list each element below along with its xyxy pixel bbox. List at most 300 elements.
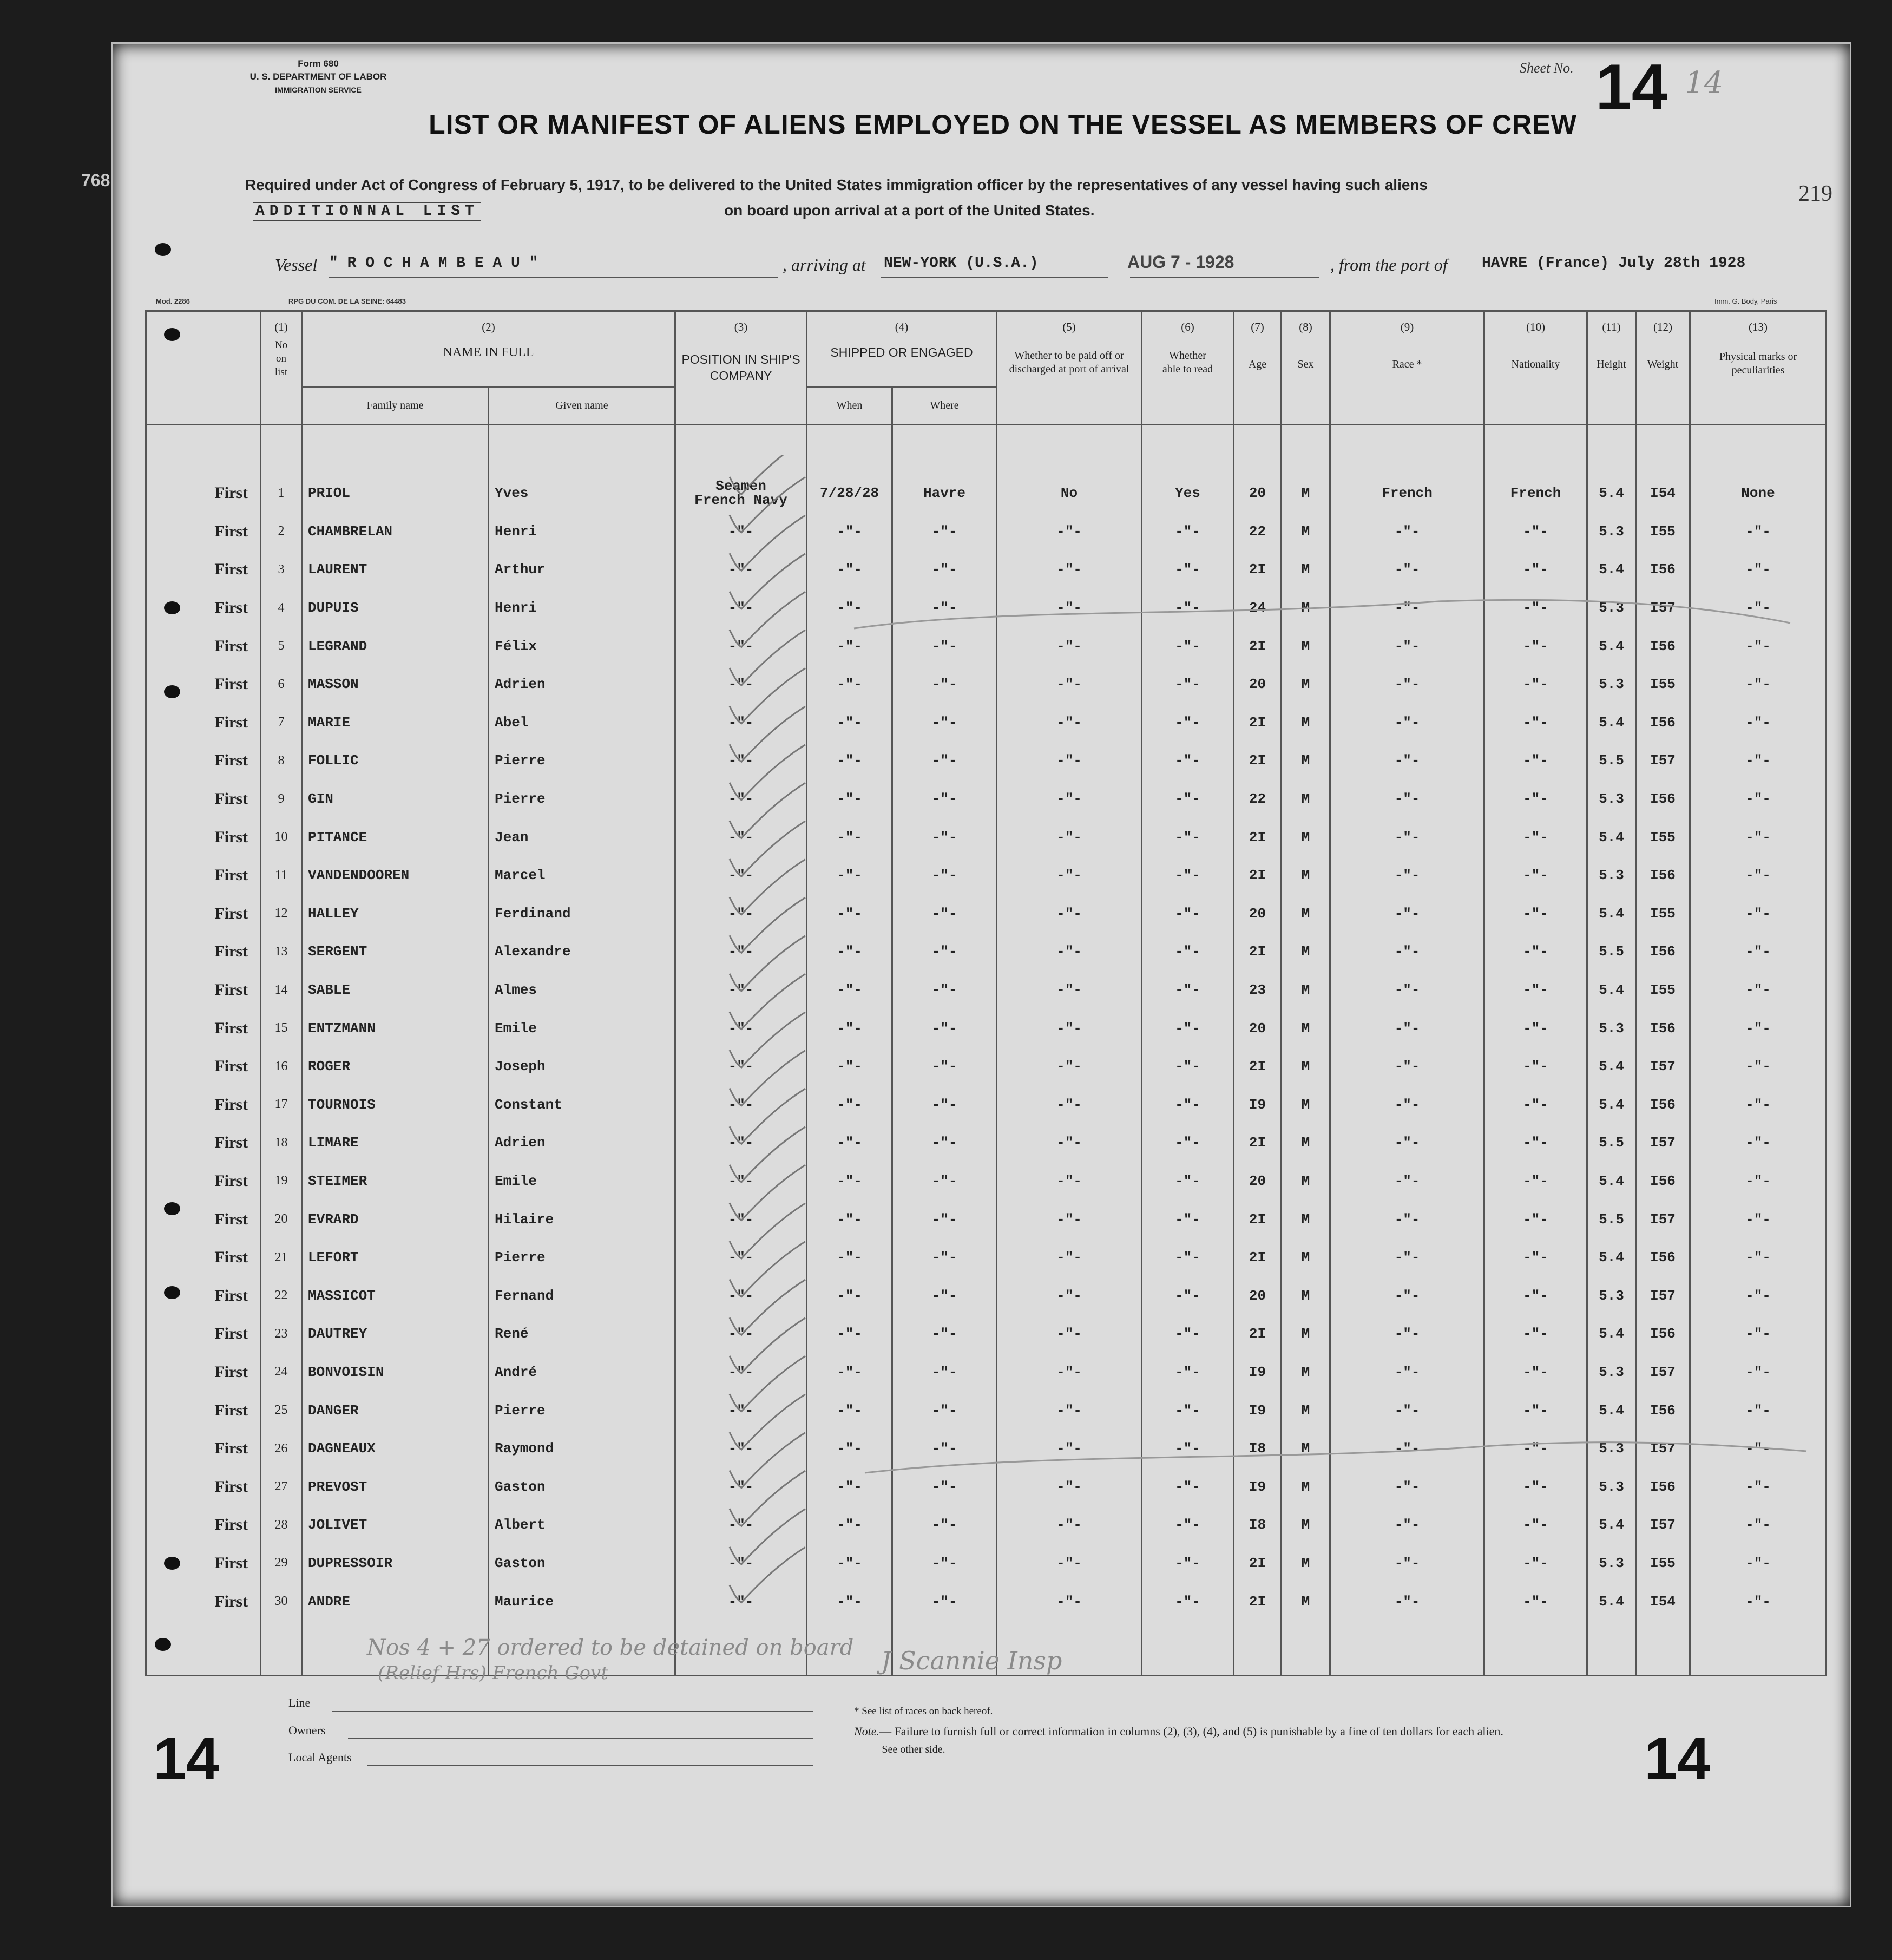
weight-cell: I56 <box>1636 1162 1690 1201</box>
weight-cell: I56 <box>1636 704 1690 742</box>
shipped-when-cell: -"- <box>807 895 892 933</box>
class-cell: First <box>146 1391 261 1430</box>
required-line-1: Required under Act of Congress of February 5, 1917, to be delivered to the United States immigration officer by the representatives of any vessel having such aliens <box>245 176 1428 193</box>
nationality-cell: -"- <box>1484 1467 1587 1506</box>
class-cell: First <box>146 1276 261 1315</box>
weight-cell: I56 <box>1636 780 1690 818</box>
check-mark <box>730 821 805 876</box>
stamp-left: 14 <box>153 1726 220 1792</box>
physical-marks-cell: -"- <box>1690 1391 1827 1430</box>
class-cell: First <box>146 1544 261 1583</box>
table-row <box>146 1506 1827 1544</box>
sex-cell: M <box>1282 665 1330 704</box>
race-cell: -"- <box>1330 1124 1484 1162</box>
given-name-cell: Marcel <box>489 856 675 895</box>
class-cell: First <box>146 1009 261 1047</box>
family-name-cell: PRIOL <box>302 474 489 513</box>
class-cell: First <box>146 627 261 665</box>
required-line-2: on board upon arrival at a port of the United States. <box>724 202 1095 219</box>
shipped-when-cell: -"- <box>807 1162 892 1201</box>
given-name-cell: Almes <box>489 971 675 1010</box>
check-mark <box>730 1318 805 1373</box>
physical-marks-cell: -"- <box>1690 1315 1827 1353</box>
sex-cell: M <box>1282 627 1330 665</box>
sex-cell: M <box>1282 1315 1330 1353</box>
list-number-cell: 27 <box>261 1467 302 1506</box>
position-cell: -"- <box>675 704 807 742</box>
paid-off-cell: -"- <box>997 1467 1142 1506</box>
table-row <box>146 474 1827 513</box>
able-to-read-cell: -"- <box>1142 1047 1234 1086</box>
col-12-label: Weight <box>1647 358 1679 370</box>
able-to-read-cell: -"- <box>1142 1430 1234 1468</box>
shipped-when-cell: -"- <box>807 704 892 742</box>
check-mark <box>730 745 805 800</box>
class-cell: First <box>146 1315 261 1353</box>
age-cell: 2I <box>1234 1200 1282 1238</box>
paid-off-cell: -"- <box>997 1315 1142 1353</box>
shipped-where-cell: -"- <box>892 1467 997 1506</box>
nationality-cell: -"- <box>1484 1009 1587 1047</box>
sex-cell: M <box>1282 1276 1330 1315</box>
arriving-label: , arriving at <box>783 255 866 274</box>
nationality-cell: -"- <box>1484 895 1587 933</box>
given-name-cell: Raymond <box>489 1430 675 1468</box>
given-name-cell: Félix <box>489 627 675 665</box>
check-mark <box>730 936 805 991</box>
position-cell: -"- <box>675 1238 807 1277</box>
shipped-when-cell: -"- <box>807 1009 892 1047</box>
position-cell: -"- <box>675 1200 807 1238</box>
race-cell: -"- <box>1330 1047 1484 1086</box>
sex-cell: M <box>1282 1162 1330 1201</box>
paid-off-cell: -"- <box>997 589 1142 627</box>
height-cell: 5.4 <box>1587 474 1636 513</box>
height-cell: 5.4 <box>1587 1315 1636 1353</box>
age-cell: 23 <box>1234 971 1282 1010</box>
sex-cell: M <box>1282 704 1330 742</box>
col-9-label: Race * <box>1392 358 1422 370</box>
shipped-where-cell: -"- <box>892 1276 997 1315</box>
age-cell: 2I <box>1234 1047 1282 1086</box>
shipped-when-cell: -"- <box>807 1238 892 1277</box>
class-cell: First <box>146 742 261 780</box>
height-cell: 5.3 <box>1587 1544 1636 1583</box>
family-name-cell: LIMARE <box>302 1124 489 1162</box>
position-cell: -"- <box>675 742 807 780</box>
check-mark <box>730 592 805 647</box>
able-to-read-cell: -"- <box>1142 856 1234 895</box>
family-name-cell: FOLLIC <box>302 742 489 780</box>
paid-off-cell: -"- <box>997 1391 1142 1430</box>
note-text: — Failure to furnish full or correct information in columns (2), (3), (4), and (5) is punishable by a fine of ten dollars for each alien. <box>879 1725 1503 1738</box>
shipped-where-cell: -"- <box>892 1009 997 1047</box>
paid-off-cell: -"- <box>997 1200 1142 1238</box>
height-cell: 5.3 <box>1587 1467 1636 1506</box>
check-mark <box>730 515 805 571</box>
paid-off-cell: -"- <box>997 742 1142 780</box>
family-name-cell: ANDRE <box>302 1582 489 1621</box>
col-9-header <box>1330 311 1484 425</box>
physical-marks-cell: -"- <box>1690 1124 1827 1162</box>
physical-marks-cell: -"- <box>1690 895 1827 933</box>
shipped-where-cell: -"- <box>892 933 997 971</box>
class-cell: First <box>146 1506 261 1544</box>
position-cell: -"- <box>675 589 807 627</box>
class-cell: First <box>146 1086 261 1124</box>
shipped-where-cell: -"- <box>892 1544 997 1583</box>
family-name-cell: MASSON <box>302 665 489 704</box>
vessel-label: Vessel <box>275 255 318 274</box>
family-name-cell: JOLIVET <box>302 1506 489 1544</box>
family-name-cell: ENTZMANN <box>302 1009 489 1047</box>
footer-line-underline <box>332 1711 813 1712</box>
sex-cell: M <box>1282 1467 1330 1506</box>
shipped-when-cell: -"- <box>807 818 892 856</box>
weight-cell: I55 <box>1636 971 1690 1010</box>
check-mark <box>730 1433 805 1488</box>
age-cell: 2I <box>1234 856 1282 895</box>
paid-off-cell: -"- <box>997 1162 1142 1201</box>
given-name-cell: Hilaire <box>489 1200 675 1238</box>
nationality-cell: -"- <box>1484 704 1587 742</box>
shipped-where-cell: -"- <box>892 1047 997 1086</box>
race-cell: -"- <box>1330 1200 1484 1238</box>
col-2-label: NAME IN FULL <box>443 345 534 359</box>
class-cell: First <box>146 704 261 742</box>
given-name-cell: André <box>489 1353 675 1392</box>
age-cell: 2I <box>1234 1544 1282 1583</box>
shipped-where-cell: -"- <box>892 1315 997 1353</box>
family-name-cell: GIN <box>302 780 489 818</box>
given-name-cell: Pierre <box>489 1391 675 1430</box>
nationality-cell: -"- <box>1484 742 1587 780</box>
col-4-header <box>807 311 997 387</box>
check-mark <box>730 1127 805 1182</box>
able-to-read-cell: -"- <box>1142 1315 1234 1353</box>
nationality-cell: -"- <box>1484 1086 1587 1124</box>
position-line-1: Seamen <box>715 478 766 495</box>
empty-cell <box>261 1621 302 1676</box>
able-to-read-cell: -"- <box>1142 1506 1234 1544</box>
col-3-label: POSITION IN SHIP'S COMPANY <box>681 352 800 383</box>
shipped-when-cell: 7/28/28 <box>807 474 892 513</box>
physical-marks-cell: -"- <box>1690 1276 1827 1315</box>
given-name-cell: Albert <box>489 1506 675 1544</box>
list-number-cell: 19 <box>261 1162 302 1201</box>
shipped-where-cell: -"- <box>892 1086 997 1124</box>
family-name-cell: MASSICOT <box>302 1276 489 1315</box>
able-to-read-cell: -"- <box>1142 971 1234 1010</box>
physical-marks-cell: None <box>1690 474 1827 513</box>
family-name-cell: STEIMER <box>302 1162 489 1201</box>
nationality-cell: -"- <box>1484 1047 1587 1086</box>
arrival-date-stamp: AUG 7 - 1928 <box>1127 252 1234 272</box>
height-cell: 5.3 <box>1587 780 1636 818</box>
left-margin-number: 768 <box>81 171 110 190</box>
shipped-where-cell: -"- <box>892 550 997 589</box>
family-name-cell: BONVOISIN <box>302 1353 489 1392</box>
age-cell: 22 <box>1234 513 1282 551</box>
height-cell: 5.4 <box>1587 818 1636 856</box>
sheet-number-pencil: 14 <box>1685 65 1724 101</box>
paid-off-cell: -"- <box>997 971 1142 1010</box>
list-number-cell: 5 <box>261 627 302 665</box>
race-cell: -"- <box>1330 1238 1484 1277</box>
list-number-cell: 12 <box>261 895 302 933</box>
age-cell: 2I <box>1234 1582 1282 1621</box>
list-number-cell: 20 <box>261 1200 302 1238</box>
race-cell: -"- <box>1330 1009 1484 1047</box>
shipped-where-cell: -"- <box>892 1582 997 1621</box>
check-mark <box>730 630 805 685</box>
list-number-cell: 6 <box>261 665 302 704</box>
weight-cell: I56 <box>1636 1467 1690 1506</box>
able-to-read-cell: -"- <box>1142 933 1234 971</box>
shipped-when-cell: -"- <box>807 1047 892 1086</box>
col-4-label: SHIPPED OR ENGAGED <box>830 345 973 359</box>
height-cell: 5.4 <box>1587 1506 1636 1544</box>
col-10-label: Nationality <box>1511 358 1560 370</box>
col-5-header <box>997 311 1142 425</box>
paid-off-cell: -"- <box>997 1506 1142 1544</box>
check-mark <box>730 974 805 1029</box>
shipped-when-cell: -"- <box>807 1276 892 1315</box>
list-number-cell: 30 <box>261 1582 302 1621</box>
sex-cell: M <box>1282 513 1330 551</box>
list-number-cell: 11 <box>261 856 302 895</box>
height-cell: 5.4 <box>1587 1047 1636 1086</box>
col-13-label: Physical marks or peculiarities <box>1719 351 1797 376</box>
family-name-cell: MARIE <box>302 704 489 742</box>
paid-off-cell: -"- <box>997 1124 1142 1162</box>
empty-cell <box>1142 1621 1234 1676</box>
check-mark <box>730 783 805 838</box>
weight-cell: I57 <box>1636 1353 1690 1392</box>
race-cell: -"- <box>1330 589 1484 627</box>
list-number-cell: 26 <box>261 1430 302 1468</box>
able-to-read-cell: -"- <box>1142 1467 1234 1506</box>
list-number-cell: 23 <box>261 1315 302 1353</box>
footer-note <box>854 1725 1503 1739</box>
race-cell: -"- <box>1330 627 1484 665</box>
position-line-2: French Navy <box>694 492 787 509</box>
check-mark <box>730 1547 805 1602</box>
position-cell: -"- <box>675 1467 807 1506</box>
shipped-where-cell: -"- <box>892 627 997 665</box>
position-cell: -"- <box>675 933 807 971</box>
sex-cell: M <box>1282 1353 1330 1392</box>
race-cell: -"- <box>1330 1544 1484 1583</box>
paid-off-cell: -"- <box>997 818 1142 856</box>
position-cell: -"- <box>675 1276 807 1315</box>
empty-cell <box>1587 1621 1636 1676</box>
list-number-cell: 22 <box>261 1276 302 1315</box>
position-cell: -"- <box>675 1009 807 1047</box>
footer-agents-label: Local Agents <box>288 1751 352 1764</box>
nationality-cell: -"- <box>1484 550 1587 589</box>
check-mark <box>730 860 805 915</box>
given-name-cell: Gaston <box>489 1544 675 1583</box>
weight-cell: I55 <box>1636 895 1690 933</box>
shipped-when-cell: -"- <box>807 1391 892 1430</box>
age-cell: I9 <box>1234 1391 1282 1430</box>
nationality-cell: -"- <box>1484 1353 1587 1392</box>
weight-cell: I56 <box>1636 1391 1690 1430</box>
check-mark <box>730 1509 805 1564</box>
given-name-cell: Constant <box>489 1086 675 1124</box>
age-cell: 2I <box>1234 550 1282 589</box>
check-mark <box>730 455 805 494</box>
shipped-when-cell: -"- <box>807 971 892 1010</box>
shipped-when-cell: -"- <box>807 1544 892 1583</box>
list-number-cell: 24 <box>261 1353 302 1392</box>
position-cell: -"- <box>675 1430 807 1468</box>
weight-cell: I55 <box>1636 513 1690 551</box>
position-cell: -"- <box>675 1315 807 1353</box>
pencil-strike-lines <box>843 585 1817 1505</box>
able-to-read-cell: -"- <box>1142 895 1234 933</box>
position-cell: -"- <box>675 780 807 818</box>
col-10-number: (10) <box>1526 320 1545 333</box>
height-cell: 5.5 <box>1587 933 1636 971</box>
sex-cell: M <box>1282 1544 1330 1583</box>
family-name-cell: EVRARD <box>302 1200 489 1238</box>
given-name-cell: Alexandre <box>489 933 675 971</box>
nationality-cell: -"- <box>1484 1544 1587 1583</box>
height-cell: 5.4 <box>1587 704 1636 742</box>
shipped-when-cell: -"- <box>807 856 892 895</box>
family-name-cell: LEFORT <box>302 1238 489 1277</box>
shipped-where-cell: -"- <box>892 589 997 627</box>
height-cell: 5.5 <box>1587 742 1636 780</box>
class-cell: First <box>146 856 261 895</box>
race-cell: -"- <box>1330 818 1484 856</box>
able-to-read-cell: Yes <box>1142 474 1234 513</box>
shipped-when-cell: -"- <box>807 1124 892 1162</box>
check-mark <box>730 1471 805 1526</box>
col-2-number: (2) <box>482 320 495 333</box>
col-11-number: (11) <box>1602 320 1621 333</box>
given-name-cell: Jean <box>489 818 675 856</box>
col-13-number: (13) <box>1749 320 1768 333</box>
handwritten-note: Nos 4 + 27 ordered to be detained on board <box>367 1635 854 1660</box>
sex-cell: M <box>1282 1200 1330 1238</box>
paid-off-cell: -"- <box>997 1238 1142 1277</box>
nationality-cell: -"- <box>1484 665 1587 704</box>
shipped-when-cell: -"- <box>807 1086 892 1124</box>
check-mark <box>730 1203 805 1258</box>
paid-off-cell: -"- <box>997 1276 1142 1315</box>
form-header <box>221 57 416 96</box>
col-8-header <box>1282 311 1330 425</box>
col-1-label: No on list <box>274 339 288 378</box>
weight-cell: I57 <box>1636 1276 1690 1315</box>
able-to-read-cell: -"- <box>1142 1124 1234 1162</box>
height-cell: 5.3 <box>1587 513 1636 551</box>
list-number-cell: 17 <box>261 1086 302 1124</box>
able-to-read-cell: -"- <box>1142 1200 1234 1238</box>
height-cell: 5.4 <box>1587 1391 1636 1430</box>
list-number-cell: 14 <box>261 971 302 1010</box>
paid-off-cell: -"- <box>997 1582 1142 1621</box>
able-to-read-cell: -"- <box>1142 550 1234 589</box>
age-cell: I9 <box>1234 1086 1282 1124</box>
paid-off-cell: -"- <box>997 933 1142 971</box>
age-cell: I9 <box>1234 1353 1282 1392</box>
position-cell: -"- <box>675 1086 807 1124</box>
nationality-cell: -"- <box>1484 1124 1587 1162</box>
footer-line-label: Line <box>288 1696 311 1709</box>
list-number-cell: 4 <box>261 589 302 627</box>
position-cell: -"- <box>675 971 807 1010</box>
shipped-when-cell: -"- <box>807 1582 892 1621</box>
shipped-when-cell: -"- <box>807 1315 892 1353</box>
nationality-cell: -"- <box>1484 1238 1587 1277</box>
page-number: 219 <box>1798 181 1832 206</box>
family-name-cell: LAURENT <box>302 550 489 589</box>
able-to-read-cell: -"- <box>1142 1238 1234 1277</box>
list-number-cell: 10 <box>261 818 302 856</box>
check-mark <box>730 1356 805 1411</box>
race-cell: -"- <box>1330 1086 1484 1124</box>
table-row <box>146 550 1827 589</box>
age-cell: 2I <box>1234 818 1282 856</box>
list-number-cell: 2 <box>261 513 302 551</box>
list-number-cell: 15 <box>261 1009 302 1047</box>
position-cell: -"- <box>675 665 807 704</box>
given-name-cell: Pierre <box>489 742 675 780</box>
height-cell: 5.3 <box>1587 1430 1636 1468</box>
col-9-number: (9) <box>1400 320 1414 333</box>
col-13-header <box>1690 311 1827 425</box>
check-mark <box>730 477 805 533</box>
shipped-when-cell: -"- <box>807 513 892 551</box>
races-note: * See list of races on back hereof. <box>854 1706 993 1717</box>
col-4b-header: Where <box>892 387 997 425</box>
weight-cell: I56 <box>1636 627 1690 665</box>
given-name-cell: Gaston <box>489 1467 675 1506</box>
physical-marks-cell: -"- <box>1690 627 1827 665</box>
vessel-name: " R O C H A M B E A U " <box>329 255 538 272</box>
class-cell: First <box>146 1162 261 1201</box>
date-underline <box>1130 277 1319 278</box>
able-to-read-cell: -"- <box>1142 665 1234 704</box>
able-to-read-cell: -"- <box>1142 1582 1234 1621</box>
check-mark <box>730 554 805 609</box>
given-name-cell: Henri <box>489 589 675 627</box>
check-mark <box>730 1051 805 1106</box>
position-cell: -"- <box>675 1124 807 1162</box>
arriving-underline <box>881 277 1108 278</box>
position-cell: -"- <box>675 1162 807 1201</box>
col-12-header <box>1636 311 1690 425</box>
age-cell: I8 <box>1234 1506 1282 1544</box>
race-cell: -"- <box>1330 1353 1484 1392</box>
sex-cell: M <box>1282 1009 1330 1047</box>
shipped-where-cell: -"- <box>892 665 997 704</box>
given-name-cell: Arthur <box>489 550 675 589</box>
note-label: Note. <box>854 1725 880 1738</box>
sex-cell: M <box>1282 1430 1330 1468</box>
shipped-when-cell: -"- <box>807 1506 892 1544</box>
race-cell: -"- <box>1330 856 1484 895</box>
age-cell: 22 <box>1234 780 1282 818</box>
height-cell: 5.4 <box>1587 971 1636 1010</box>
nationality-cell: -"- <box>1484 513 1587 551</box>
physical-marks-cell: -"- <box>1690 1238 1827 1277</box>
position-cell: -"- <box>675 550 807 589</box>
